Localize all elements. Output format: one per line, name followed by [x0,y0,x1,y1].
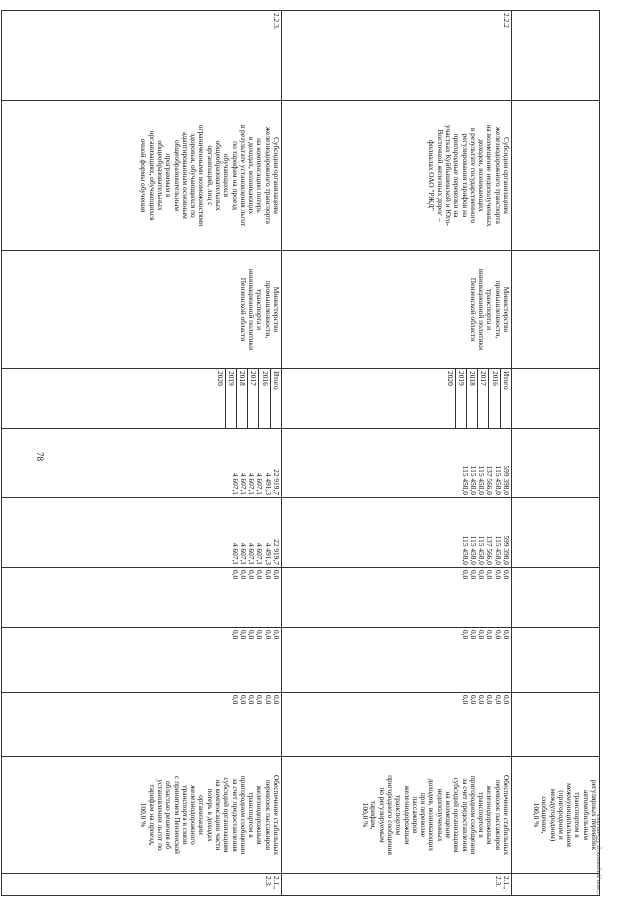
regional-value: 115 458,0 [460,535,470,565]
regional-value: 115 458,0 [493,535,503,565]
measure-name: Субсидии организациям железнодорожного транспорта на компенсацию потерь в доходах, возникающих в результате установления льгот по тарифам на проезд обучающихся общеобразовательных организаций, лиц с ограниченными возможностями здоровья, обучающихся по адаптированным основным общеобразовательным программам в общеобразовательных организациях, обучающихся очной формы обучения [2,101,282,251]
table-row [2,11,282,896]
other-value: 0,0 [460,695,470,705]
total-value: 4 607,1 [247,472,257,495]
year-label: Итого [500,369,511,428]
target-indicator: регулярных перевозок автомобильным транспортом в межмуниципальном (пригородном и междугородном) сообщении, 100,0 % [512,757,600,874]
year-label: 2018 [466,369,477,428]
total-value: 137 566,0 [485,465,495,495]
federal-value: 0,0 [255,570,265,580]
executor: Министерство промышленности, транспорта и инновационной политики Пензенской области [282,251,512,369]
local-value: 0,0 [272,630,281,640]
other-value: 0,0 [238,695,248,705]
total-value: 4 607,1 [255,472,265,495]
other-value: 0,0 [502,695,511,705]
link-reference: 2.1., 2.3. [282,874,512,896]
local-value: 0,0 [493,630,503,640]
federal-value: 0,0 [460,570,470,580]
footer-file-path: c:\мои документы\p\375-пп.docx [596,813,602,896]
regional-value: 22 919,7 [272,539,281,565]
federal-value: 0,0 [263,570,273,580]
link-reference: 2.1., 2.3. [2,874,282,896]
total-value: 115 458,0 [468,465,478,495]
local-value: 0,0 [247,630,257,640]
local-value: 0,0 [230,630,240,640]
federal-value: 0,0 [502,570,511,580]
regional-value: 4 607,1 [230,542,240,565]
local-value: 0,0 [485,630,495,640]
federal-value: 0,0 [272,570,281,580]
total-value: 4 491,3 [263,472,273,495]
total-value: 115 458,0 [493,465,503,495]
target-indicator: Обеспечение стабильных перевозок пассажиров железнодорожным транспортом в пригородном сообщении за счет предоставления субсидий организациям на компенсацию части потерь в доходах организации железнодорожного транспорта в связи с принятием Пензенской областью решения об установлении льгот по тарифам на проезд, 100,0 % [2,757,282,874]
other-value: 0,0 [263,695,273,705]
other-value: 0,0 [493,695,503,705]
page-number: 78 [35,452,45,461]
row-number: 2.2.3. [2,11,282,101]
total-value: 4 607,1 [238,472,248,495]
local-value: 0,0 [460,630,470,640]
other-value: 0,0 [230,695,240,705]
local-value: 0,0 [255,630,265,640]
other-value: 0,0 [477,695,487,705]
year-label: 2017 [477,369,488,428]
year-label: 2018 [236,369,247,428]
other-value: 0,0 [485,695,495,705]
regional-value: 4 491,3 [263,542,273,565]
regional-value: 4 607,1 [238,542,248,565]
year-label: 2020 [215,371,225,386]
federal-value: 0,0 [247,570,257,580]
table-row [512,11,600,896]
year-label: 2016 [258,369,269,428]
local-value: 0,0 [263,630,273,640]
federal-value: 0,0 [238,570,248,580]
row-number: 2.2.2 [282,11,512,101]
table-row [282,11,512,896]
federal-value: 0,0 [477,570,487,580]
regional-value: 115 458,0 [477,535,487,565]
regional-value: 599 398,0 [502,535,511,565]
total-value: 4 607,1 [230,472,240,495]
regional-value: 4 607,1 [255,542,265,565]
total-value: 599 398,0 [502,465,511,495]
total-value: 22 919,7 [272,469,281,495]
local-value: 0,0 [502,630,511,640]
regional-value: 115 458,0 [468,535,478,565]
year-label: 2017 [247,369,258,428]
federal-value: 0,0 [485,570,495,580]
regional-value: 4 607,1 [247,542,257,565]
year-label: 2019 [455,369,466,428]
total-value: 115 458,0 [477,465,487,495]
year-label: 2016 [488,369,499,428]
federal-value: 0,0 [230,570,240,580]
federal-value: 0,0 [468,570,478,580]
local-value: 0,0 [468,630,478,640]
year-label: 2020 [445,371,455,386]
program-table [1,10,600,896]
total-value: 115 458,0 [460,465,470,495]
federal-value: 0,0 [493,570,503,580]
target-indicator: Обеспечение стабильных перевозок пассажиров железнодорожным транспортом в пригородном сообщении за счет предоставления субсидий организациям на возмещение недополученных доходов, возникающих при перевозке пассажиров железнодорожным транспортом пригородного сообщения по регулируемым тарифам, 100,0 % [282,757,512,874]
other-value: 0,0 [272,695,281,705]
measure-name: Субсидии организациям железнодорожного транспорта на возмещение недополученных доходов, возникающих в результате государственного регулирования тарифов на пригородные перевозки на участках Куйбышевской и Юго- Восточной железных дорог – филиалах ОАО "РЖД" [282,101,512,251]
regional-value: 137 566,0 [485,535,495,565]
year-label: Итого [270,369,281,428]
local-value: 0,0 [477,630,487,640]
other-value: 0,0 [255,695,265,705]
year-label: 2019 [225,369,236,428]
local-value: 0,0 [238,630,248,640]
executor: Министерство промышленности, транспорта и инновационной политики Пензенской области [2,251,282,369]
other-value: 0,0 [468,695,478,705]
other-value: 0,0 [247,695,257,705]
